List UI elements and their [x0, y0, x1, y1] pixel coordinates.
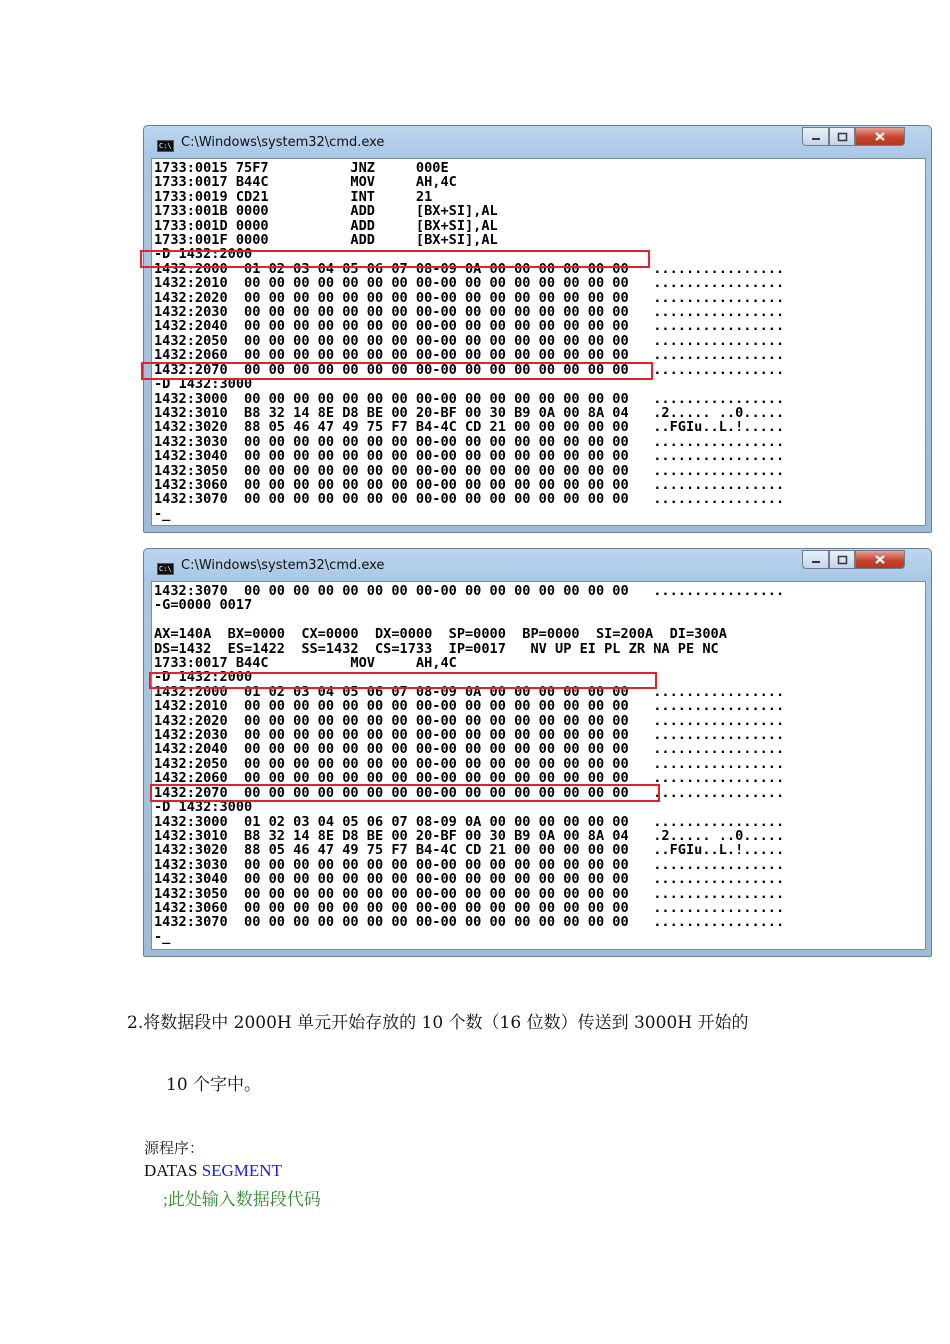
code-identifier: DATAS — [144, 1161, 198, 1180]
highlight-box-row-2070 — [150, 784, 660, 802]
console-text: 1733:0015 75F7 JNZ 000E 1733:0017 B44C MOV AH,4C 1733:0019 CD21 INT 21 1733:001B 0000 ADD [BX+SI],AL 1733:001D 0000 ADD [BX+SI],AL 1733:001F 0000 ADD [BX+SI],AL -D 1432:2000 1432:2000 01 02 03 04 05 06 07 08-09 0A 00 00 00 00 00 00 ................ 1432:2010 00 00 00 00 00 00 00 00-00 00 00 00 00 00 00 00 ................ 1432:2020 00 00 00 00 00 00 00 00-00 00 00 00 00 00 00 00 ................ 1432:2030 00 00 00 00 00 00 00 00-00 00 00 00 00 00 00 00 ................ 1432:2040 00 00 00 00 00 00 00 00-00 00 00 00 00 00 00 00 ................ 1432:2050 00 00 00 00 00 00 00 00-00 00 00 00 00 00 00 00 ................ 1432:2060 00 00 00 00 00 00 00 00-00 00 00 00 00 00 00 00 ................ 1432:2070 00 00 00 00 00 00 00 00-00 00 00 00 00 00 00 00 ................ -D 1432:3000 1432:3000 00 00 00 00 00 00 00 00-00 00 00 00 00 00 00 00 ................ 1432:3010 B8 32 14 8E D8 BE 00 20-BF 00 30 B9 0A 00 8A 04 .2..... ..0..... 1432:3020 88 05 46 47 49 75 F7 B4-4C CD 21 00 00 00 00 00 ..FGIu..L.!..... 1432:3030 00 00 00 00 00 00 00 00-00 00 00 00 00 00 00 00 ................ 1432:3040 00 00 00 00 00 00 00 00-00 00 00 00 00 00 00 00 ................ 1432:3050 00 00 00 00 00 00 00 00-00 00 00 00 00 00 00 00 ................ 1432:3060 00 00 00 00 00 00 00 00-00 00 00 00 00 00 00 00 ................ 1432:3070 00 00 00 00 00 00 00 00-00 00 00 00 00 00 00 00 ................ -_ — [154, 160, 785, 522]
code-comment: ;此处输入数据段代码 — [163, 1190, 321, 1209]
minimize-button[interactable] — [802, 550, 829, 569]
maximize-button[interactable] — [829, 550, 855, 569]
maximize-icon — [837, 555, 848, 565]
console-output[interactable] — [151, 581, 926, 950]
minimize-button[interactable] — [802, 127, 829, 146]
cmd-icon-label: C:\ — [159, 565, 172, 573]
console-output[interactable] — [151, 158, 926, 526]
code-keyword-segment: SEGMENT — [201, 1161, 282, 1180]
source-code-label: 源程序： — [144, 1139, 205, 1157]
highlight-box-d-2000 — [149, 672, 657, 689]
title-bar[interactable] — [144, 549, 931, 581]
cmd-icon-label: C:\ — [159, 142, 172, 150]
cmd-window-2 — [143, 548, 932, 957]
close-icon — [874, 131, 886, 142]
minimize-icon — [811, 556, 821, 564]
console-text: 1432:3070 00 00 00 00 00 00 00 00-00 00 00 00 00 00 00 00 ................ -G=0000 0017 AX=140A BX=0000 CX=0000 DX=0000 SP=0000 BP=0000 SI=200A DI=300A DS=1432 ES=1422 SS=1432 CS=1733 IP=0017 NV UP EI PL ZR NA PE NC 1733:0017 B44C MOV AH,4C -D 1432:2000 1432:2000 01 02 03 04 05 06 07 08-09 0A 00 00 00 00 00 00 ................ 1432:2010 00 00 00 00 00 00 00 00-00 00 00 00 00 00 00 00 ................ 1432:2020 00 00 00 00 00 00 00 00-00 00 00 00 00 00 00 00 ................ 1432:2030 00 00 00 00 00 00 00 00-00 00 00 00 00 00 00 00 ................ 1432:2040 00 00 00 00 00 00 00 00-00 00 00 00 00 00 00 00 ................ 1432:2050 00 00 00 00 00 00 00 00-00 00 00 00 00 00 00 00 ................ 1432:2060 00 00 00 00 00 00 00 00-00 00 00 00 00 00 00 00 ................ 1432:2070 00 00 00 00 00 00 00 00-00 00 00 00 00 00 00 00 ................ -D 1432:3000 1432:3000 01 02 03 04 05 06 07 08-09 0A 00 00 00 00 00 00 ................ 1432:3010 B8 32 14 8E D8 BE 00 20-BF 00 30 B9 0A 00 8A 04 .2..... ..0..... 1432:3020 88 05 46 47 49 75 F7 B4-4C CD 21 00 00 00 00 00 ..FGIu..L.!..... 1432:3030 00 00 00 00 00 00 00 00-00 00 00 00 00 00 00 00 ................ 1432:3040 00 00 00 00 00 00 00 00-00 00 00 00 00 00 00 00 ................ 1432:3050 00 00 00 00 00 00 00 00-00 00 00 00 00 00 00 00 ................ 1432:3060 00 00 00 00 00 00 00 00-00 00 00 00 00 00 00 00 ................ 1432:3070 00 00 00 00 00 00 00 00-00 00 00 00 00 00 00 00 ................ -_ — [154, 583, 785, 945]
console-scrollbar[interactable] — [924, 581, 931, 951]
task-heading: 2.将数据段中 2000H 单元开始存放的 10 个数（16 位数）传送到 3000H 开始的 — [127, 1013, 749, 1033]
code-line-datas-segment — [144, 1161, 282, 1181]
title-bar[interactable] — [144, 126, 931, 158]
window-title: C:\Windows\system32\cmd.exe — [181, 558, 385, 573]
window-title: C:\Windows\system32\cmd.exe — [181, 135, 385, 150]
highlight-box-d-2000 — [140, 250, 650, 268]
close-button[interactable] — [855, 550, 905, 569]
highlight-box-row-2070 — [141, 362, 653, 380]
close-button[interactable] — [855, 127, 905, 146]
maximize-icon — [837, 132, 848, 142]
cmd-app-icon — [157, 563, 174, 575]
cmd-app-icon — [157, 140, 174, 152]
minimize-icon — [811, 133, 821, 141]
task-heading-continuation: 10 个字中。 — [166, 1075, 262, 1095]
cmd-window-1 — [143, 125, 932, 533]
close-icon — [874, 554, 886, 565]
maximize-button[interactable] — [829, 127, 855, 146]
console-scrollbar[interactable] — [924, 158, 931, 527]
